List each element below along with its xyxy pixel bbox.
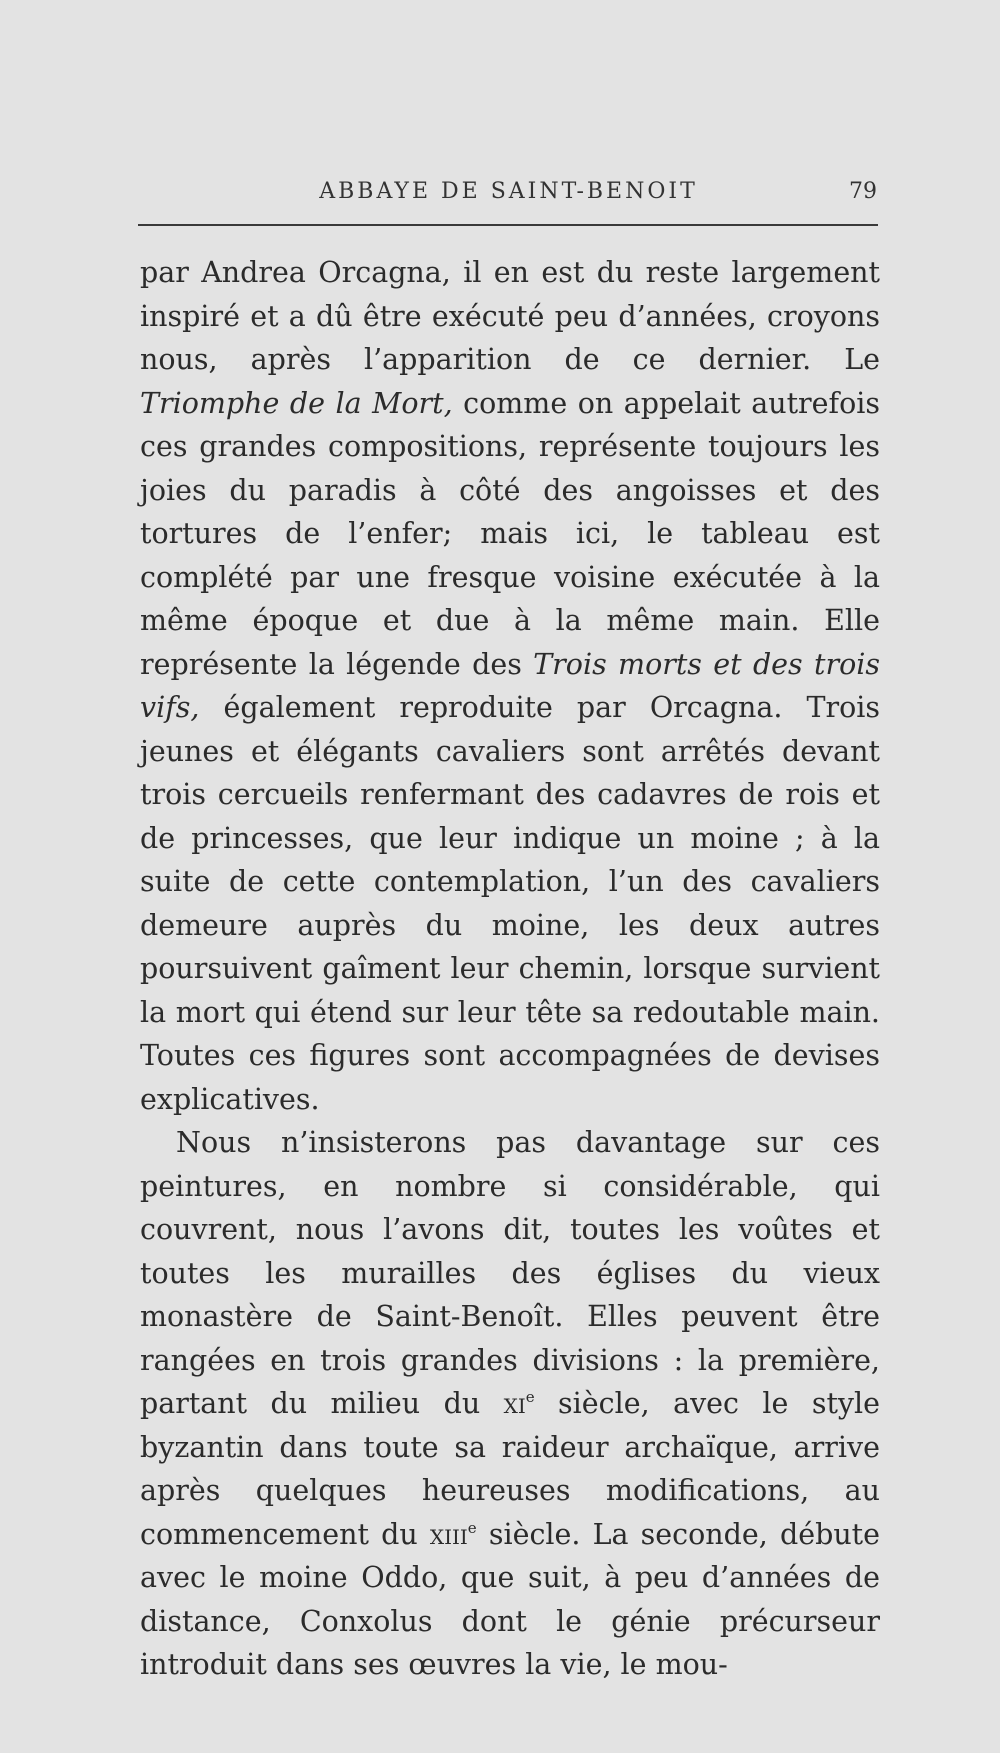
text-run: par Andrea Orcagna, il en est du reste largement inspiré et a dû être exécuté peu d’années, croyons nous, après l’apparition de ce dernier. Le <box>140 256 880 376</box>
italic-title: Triomphe de la Mort, <box>140 386 453 420</box>
text-run: comme on appelait autrefois ces grandes compositions, représente toujours les joies du paradis à côté des angoisses et des tortures de l’enfer; mais ici, le tableau est complété par une fresque voisine exécutée à la même époque et due à la même main. Elle représente la légende des <box>140 386 880 681</box>
paragraph-2 <box>140 1121 880 1687</box>
body-text <box>140 251 880 1687</box>
text-run: également reproduite par Orcagna. Trois jeunes et élégants cavaliers sont arrêtés devant trois cercueils renfermant des cadavres de rois et de princesses, que leur indique un moine ; à la suite de cette contemplation, l’un des cavaliers demeure auprès du moine, les deux autres poursuivent gaîment leur chemin, lorsque survient la mort qui étend sur leur tête sa redoutable main. Toutes ces figures sont accompagnées de devises explicatives. <box>140 691 880 1116</box>
paragraph-1 <box>140 251 880 1121</box>
italic-title: Trois morts et des trois vifs, <box>140 647 880 724</box>
superscript: e <box>525 1388 535 1406</box>
page-number: 79 <box>849 179 877 204</box>
superscript: e <box>467 1518 477 1537</box>
text-run: siècle, avec le style byzantin dans toute sa raideur archaïque, arrive après quelques heureuses modifications, au commencement du <box>140 1387 880 1551</box>
text-run: siècle. La seconde, débute avec le moine Oddo, que suit, à peu d’années de distance, Conxolus dont le génie précurseur introduit dans ses œuvres la vie, le mou- <box>140 1517 881 1681</box>
running-head <box>140 178 877 218</box>
text-run: Nous n’insisterons pas davantage sur ces peintures, en nombre si considérable, qui couvrent, nous l’avons dit, toutes les voûtes et toutes les murailles des églises du vieux monastère de Saint-Benoît. Elles peuvent être rangées en trois grandes divisions : la première, partant du milieu du <box>140 1126 880 1420</box>
century-numeral: xi <box>503 1387 526 1420</box>
century-numeral: xiii <box>429 1517 468 1551</box>
header-rule <box>138 224 878 226</box>
running-title: ABBAYE DE SAINT-BENOIT <box>319 179 698 204</box>
